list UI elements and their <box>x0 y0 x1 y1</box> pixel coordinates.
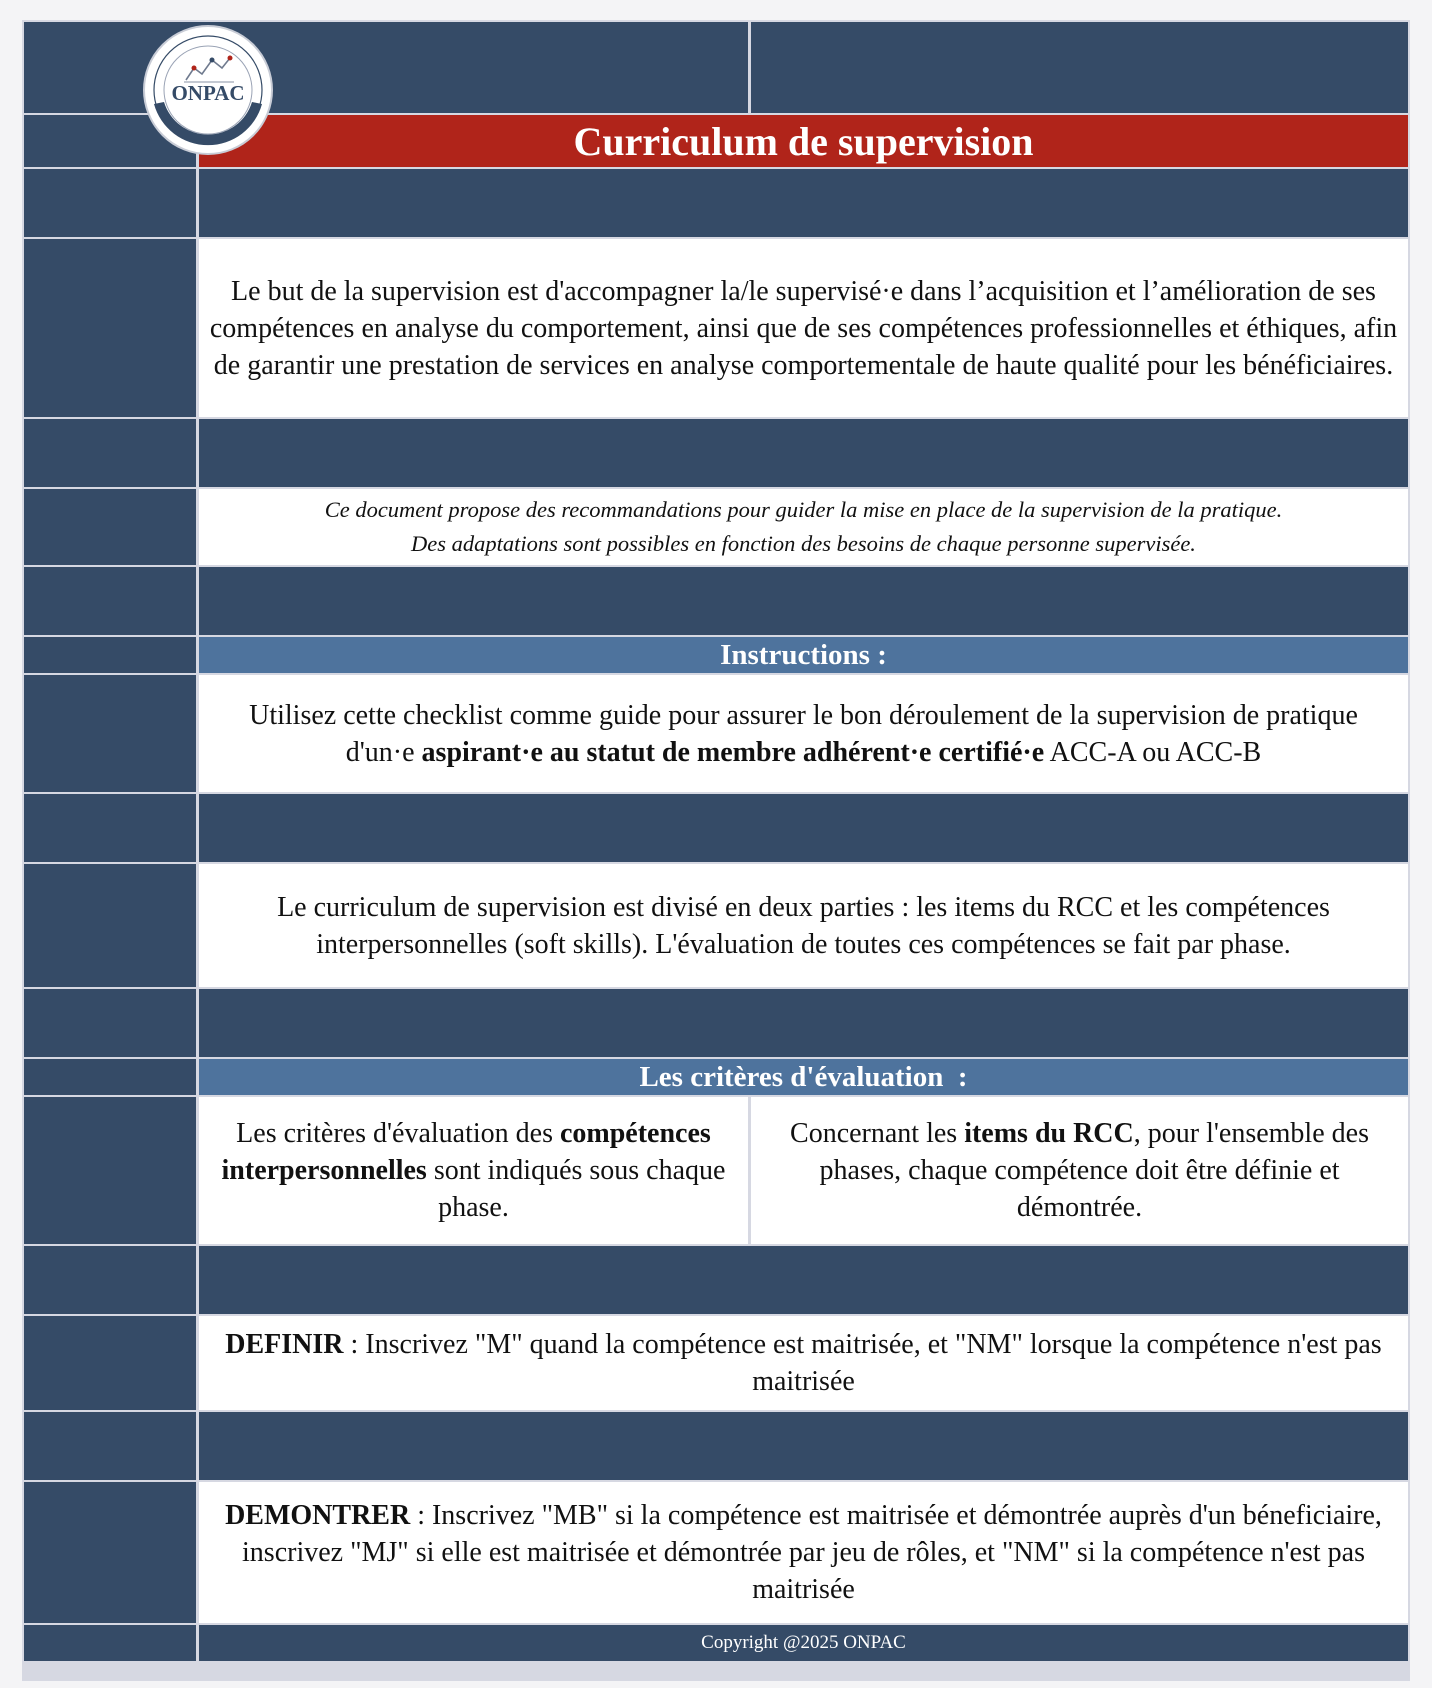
spacer-cell <box>199 169 1408 237</box>
guide-text-start: Utilisez cette checklist comme guide pour assurer le bon déroulement de la supervision de pratique d'un·e <box>249 699 1358 768</box>
note-cell <box>199 489 1408 565</box>
left-margin-cell <box>24 489 196 565</box>
division-cell <box>199 864 1408 987</box>
left-margin-cell <box>24 1059 196 1095</box>
demontrer-text <box>199 1497 1408 1608</box>
supervision-sheet <box>22 20 1410 1681</box>
criteria-right-emphasis: items du RCC <box>964 1118 1134 1149</box>
left-margin-cell <box>24 1482 196 1623</box>
criteria-left-start: Les critères d'évaluation des <box>236 1118 560 1149</box>
demontrer-row <box>22 1482 1410 1623</box>
spacer-row <box>22 989 1410 1057</box>
note-row <box>22 489 1410 565</box>
instructions-heading-row <box>22 637 1410 673</box>
criteria-right-start: Concernant les <box>790 1118 965 1149</box>
title-banner <box>199 115 1408 167</box>
page-title: Curriculum de supervision <box>573 118 1034 164</box>
criteria-heading-cell <box>199 1059 1408 1095</box>
copyright-row <box>22 1625 1410 1661</box>
criteria-row <box>22 1097 1410 1244</box>
left-margin-cell <box>24 1246 196 1314</box>
criteria-rcc-text <box>751 1115 1408 1226</box>
left-margin-cell <box>24 794 196 862</box>
definir-description: : Inscrivez "M" quand la compétence est maitrisée, et "NM" lorsque la compétence n'est pas maitrisée <box>343 1329 1382 1397</box>
instructions-heading: Instructions : <box>720 638 887 671</box>
spacer-row <box>22 419 1410 487</box>
criteria-right-cell <box>751 1097 1408 1244</box>
purpose-text: Le but de la supervision est d'accompagner la/le supervisé·e dans l’acquisition et l’amélioration de ses compétences en analyse du comportement, ainsi que de ses compétences professionnelles et éthiques, afin de garantir une prestation de services en analyse comportementale de haute qualité pour les bénéficiaires. <box>209 275 1398 381</box>
demontrer-description: : Inscrivez "MB" si la compétence est maitrisée et démontrée auprès d'un béneficiaire, inscrivez "MJ" si elle est maitrisée et démontrée par jeu de rôles, et "NM" si la compétence n'est pas maitrisée <box>242 1500 1382 1605</box>
note-line-2: Des adaptations sont possibles en fonction des besoins de chaque personne supervisée. <box>411 531 1196 556</box>
spacer-cell <box>199 794 1408 862</box>
note-line-1: Ce document propose des recommandations pour guider la mise en place de la supervision de la pratique. <box>324 497 1283 522</box>
copyright-text: Copyright @2025 ONPAC <box>701 1632 906 1653</box>
spacer-cell <box>199 1412 1408 1480</box>
left-margin-cell <box>24 419 196 487</box>
instructions-guide-text <box>199 697 1408 771</box>
left-margin-cell <box>24 567 196 635</box>
criteria-left-end: sont indiqués sous chaque phase. <box>426 1155 726 1223</box>
left-margin-cell <box>24 637 196 673</box>
spacer-row <box>22 1246 1410 1314</box>
division-row <box>22 864 1410 987</box>
spacer-row <box>22 794 1410 862</box>
svg-text:ONPAC: ONPAC <box>171 81 245 105</box>
copyright-cell <box>199 1625 1408 1661</box>
spacer-row <box>22 1412 1410 1480</box>
definir-cell <box>199 1316 1408 1410</box>
spacer-cell <box>199 567 1408 635</box>
left-margin-cell <box>24 1097 196 1244</box>
spacer-cell <box>199 989 1408 1057</box>
onpac-logo <box>140 22 276 158</box>
left-margin-cell <box>24 169 196 237</box>
guide-text-end: ACC-A ou ACC-B <box>1044 736 1262 768</box>
spacer-cell <box>199 1246 1408 1314</box>
purpose-cell <box>199 239 1408 417</box>
definir-label: DEFINIR <box>225 1329 344 1360</box>
header-cell-left <box>24 22 748 113</box>
instructions-guide-cell <box>199 675 1408 792</box>
criteria-heading-row <box>22 1059 1410 1095</box>
left-margin-cell <box>24 1316 196 1410</box>
definir-text <box>199 1326 1408 1400</box>
left-margin-cell <box>24 989 196 1057</box>
left-margin-cell <box>24 864 196 987</box>
onpac-logo-badge <box>140 22 276 158</box>
header-cell-right <box>751 22 1408 113</box>
division-text: Le curriculum de supervision est divisé en deux parties : les items du RCC et les compétences interpersonnelles (soft skills). L'évaluation de toutes ces compétences se fait par phase. <box>277 891 1330 960</box>
left-margin-cell <box>24 239 196 417</box>
instructions-guide-row <box>22 675 1410 792</box>
criteria-left-emphasis: compétences interpersonnelles <box>221 1118 711 1186</box>
spacer-cell <box>199 419 1408 487</box>
criteria-heading: Les critères d'évaluation : <box>639 1060 968 1093</box>
purpose-row <box>22 239 1410 417</box>
demontrer-cell <box>199 1482 1408 1623</box>
document-note <box>325 493 1283 561</box>
spacer-row <box>22 169 1410 237</box>
criteria-right-end: , pour l'ensemble des phases, chaque compétence doit être définie et démontrée. <box>819 1118 1369 1223</box>
spacer-row <box>22 567 1410 635</box>
guide-text-emphasis: aspirant·e au statut de membre adhérent·e certifié·e <box>421 736 1045 768</box>
left-margin-cell <box>24 675 196 792</box>
criteria-soft-skills-text <box>199 1115 748 1226</box>
instructions-heading-cell <box>199 637 1408 673</box>
left-margin-cell <box>24 1412 196 1480</box>
definir-row <box>22 1316 1410 1410</box>
demontrer-label: DEMONTRER <box>225 1500 411 1531</box>
criteria-left-cell <box>199 1097 748 1244</box>
left-margin-cell <box>24 1625 196 1661</box>
